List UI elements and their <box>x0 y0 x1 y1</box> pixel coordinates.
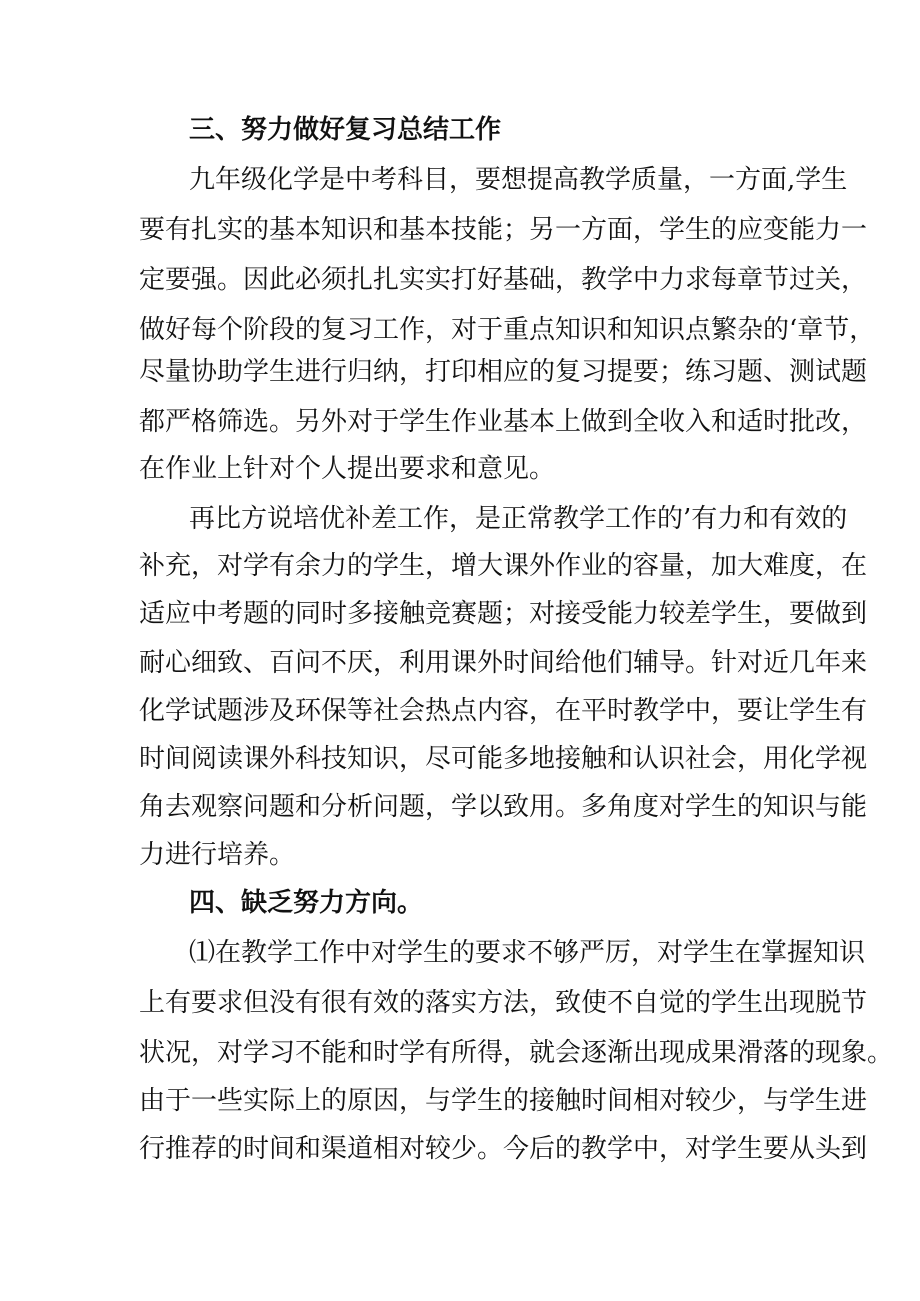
paragraph-line: 九年级化学是中考科目，要想提高教学质量，一方面,学生 <box>189 165 848 195</box>
paragraph-line: 由于一些实际上的原因，与学生的接触时间相对较少，与学生进 <box>139 1086 868 1116</box>
paragraph-line: 适应中考题的同时多接触竞赛题；对接受能力较差学生，要做到 <box>139 599 868 629</box>
paragraph-line: 定要强。因此必须扎扎实实打好基础，教学中力求每章节过关， <box>139 265 868 295</box>
paragraph-line: 再比方说培优补差工作，是正常教学工作的’有力和有效的 <box>189 504 848 534</box>
section-3-heading: 三、努力做好复习总结工作 <box>189 115 502 145</box>
paragraph-line: 力进行培养。 <box>139 840 296 870</box>
paragraph-line: 做好每个阶段的复习工作，对于重点知识和知识点繁杂的‘章节， <box>139 315 876 345</box>
paragraph-line: 角去观察问题和分析问题，学以致用。多角度对学生的知识与能 <box>139 792 868 822</box>
paragraph-line: 行推荐的时间和渠道相对较少。今后的教学中，对学生要从头到 <box>139 1134 868 1164</box>
paragraph-line: 补充，对学有余力的学生，增大课外作业的容量，加大难度，在 <box>139 551 868 581</box>
section-4-heading: 四、缺乏努力方向。 <box>189 888 424 918</box>
paragraph-line: 时间阅读课外科技知识，尽可能多地接触和认识社会，用化学视 <box>139 744 868 774</box>
paragraph-line: 化学试题涉及环保等社会热点内容，在平时教学中，要让学生有 <box>139 696 868 726</box>
paragraph-line: 状况，对学习不能和时学有所得，就会逐渐出现成果滑落的现象。 <box>139 1038 894 1068</box>
paragraph-line: 尽量协助学生进行归纳，打印相应的复习提要；练习题、测试题 <box>139 357 868 387</box>
paragraph-line: ⑴在教学工作中对学生的要求不够严厉，对学生在掌握知识 <box>189 938 866 968</box>
paragraph-line: 要有扎实的基本知识和基本技能；另一方面，学生的应变能力一 <box>139 215 868 245</box>
paragraph-line: 上有要求但没有很有效的落实方法，致使不自觉的学生出现脱节 <box>139 988 868 1018</box>
paragraph-line: 在作业上针对个人提出要求和意见。 <box>139 454 556 484</box>
paragraph-line: 耐心细致、百问不厌，利用课外时间给他们辅导。针对近几年来 <box>139 648 868 678</box>
paragraph-line: 都严格筛选。另外对于学生作业基本上做到全收入和适时批改， <box>139 407 868 437</box>
